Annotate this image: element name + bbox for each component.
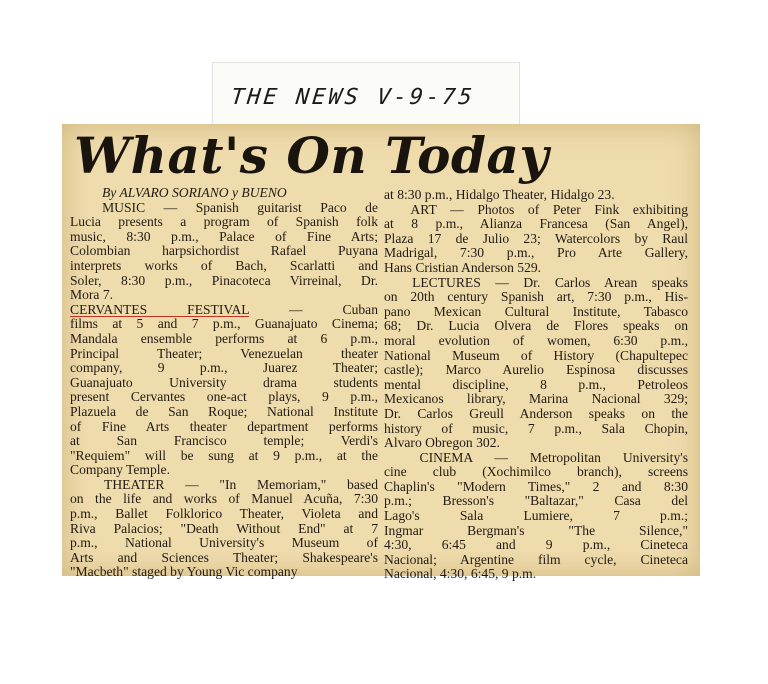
article-line: at 8:30 p.m., Hidalgo Theater, Hidalgo 23. — [384, 188, 615, 202]
newspaper-clipping — [62, 124, 700, 582]
article-line: moral evolution of women, 6:30 p.m., — [384, 333, 688, 348]
article-line: Mora 7. — [70, 288, 114, 303]
article-line: 68; Dr. Lucia Olvera de Flores speaks on — [384, 319, 688, 334]
article-line: p.m.; Bresson's "Baltazar," Casa del — [384, 494, 688, 509]
article-line: Riva Palacios; "Death Without End" at 7 — [70, 521, 378, 536]
article-line: LECTURES — Dr. Carlos Arean speaks — [384, 275, 688, 290]
article-line: "Requiem" will be sung at 9 p.m., at the — [70, 448, 378, 463]
article-line: at San Francisco temple; Verdi's — [70, 434, 378, 449]
article-line: mental discipline, 8 p.m., Petroleos — [384, 377, 688, 392]
article-line: Plaza 17 de Julio 23; Watercolors by Raul — [384, 231, 688, 246]
article-line: CINEMA — Metropolitan University's — [384, 450, 688, 465]
article-line: "Macbeth" staged by Young Vic company — [70, 565, 298, 580]
article-line: Dr. Carlos Greull Anderson speaks on the — [384, 406, 688, 421]
article-line: castle); Marco Aurelio Espinosa discusses — [384, 363, 688, 378]
article-line: Ingmar Bergman's "The Silence," — [384, 523, 688, 538]
article-line: of Fine Arts theater department performs — [70, 419, 378, 434]
handwritten-date-note — [212, 62, 520, 128]
article-line: 4:30, 6:45 and 9 p.m., Cineteca — [384, 538, 688, 553]
article-line: interprets works of Bach, Scarlatti and — [70, 258, 378, 273]
article-line: Nacional, 4:30, 6:45, 9 p.m. — [384, 567, 537, 582]
article-line: By ALVARO SORIANO y BUENO — [102, 186, 287, 200]
article-line: films at 5 and 7 p.m., Guanajuato Cinema; — [70, 317, 378, 332]
article-line: Mandala ensemble performs at 6 p.m., — [70, 331, 378, 346]
article-line: ART — Photos of Peter Fink exhibiting — [384, 202, 688, 217]
article-line: Chaplin's "Modern Times," 2 and 8:30 — [384, 479, 688, 494]
article-line: p.m., Ballet Folklorico Theater, Violeta and — [70, 507, 378, 522]
article-line: Principal Theater; Venezuelan theater — [70, 346, 378, 361]
article-line: Colombian harpsichordist Rafael Puyana — [70, 244, 378, 259]
article-line: Soler, 8:30 p.m., Pinacoteca Virreinal, Dr. — [70, 273, 378, 288]
article-line: cine club (Xochimilco branch), screens — [384, 465, 688, 480]
article-line: history of music, 7 p.m., Sala Chopin, — [384, 421, 688, 436]
right-column — [384, 188, 688, 582]
article-line: Lucia presents a program of Spanish folk — [70, 215, 378, 230]
article-line: p.m., National University's Museum of — [70, 536, 378, 551]
article-line: on 20th century Spanish art, 7:30 p.m., His- — [384, 290, 688, 305]
left-column — [70, 186, 378, 580]
article-line: present Cervantes one-act plays, 9 p.m., — [70, 390, 378, 405]
article-headline: What's On Today — [74, 126, 549, 185]
article-line: Company Temple. — [70, 463, 170, 478]
article-line: music, 8:30 p.m., Palace of Fine Arts; — [70, 229, 378, 244]
article-line: National Museum of History (Chapultepec — [384, 348, 688, 363]
article-line: Arts and Sciences Theater; Shakespeare's — [70, 550, 378, 565]
note-text: THE NEWS V-9-75 — [229, 85, 477, 110]
underlined-section-title: CERVANTES FESTIVAL — [70, 302, 250, 317]
article-line: Nacional; Argentine film cycle, Cineteca — [384, 552, 688, 567]
article-line: Madrigal, 7:30 p.m., Pro Arte Gallery, — [384, 246, 688, 261]
article-line: on the life and works of Manuel Acuña, 7:30 — [70, 492, 378, 507]
article-line: CERVANTES FESTIVAL — Cuban — [70, 302, 378, 317]
article-line: Lago's Sala Lumiere, 7 p.m.; — [384, 509, 688, 524]
article-line: Plazuela de San Roque; National Institute — [70, 404, 378, 419]
article-line: Guanajuato University drama students — [70, 375, 378, 390]
article-line: pano Mexican Cultural Institute, Tabasco — [384, 304, 688, 319]
article-line: at 8 p.m., Alianza Francesa (San Angel), — [384, 217, 688, 232]
article-line: MUSIC — Spanish guitarist Paco de — [70, 200, 378, 215]
article-line: Hans Cristian Anderson 529. — [384, 260, 542, 275]
article-line: Alvaro Obregon 302. — [384, 436, 500, 451]
article-line: Mexicanos library, Marina Nacional 329; — [384, 392, 688, 407]
article-line: THEATER — "In Memoriam," based — [70, 477, 378, 492]
article-line: company, 9 p.m., Juarez Theater; — [70, 361, 378, 376]
